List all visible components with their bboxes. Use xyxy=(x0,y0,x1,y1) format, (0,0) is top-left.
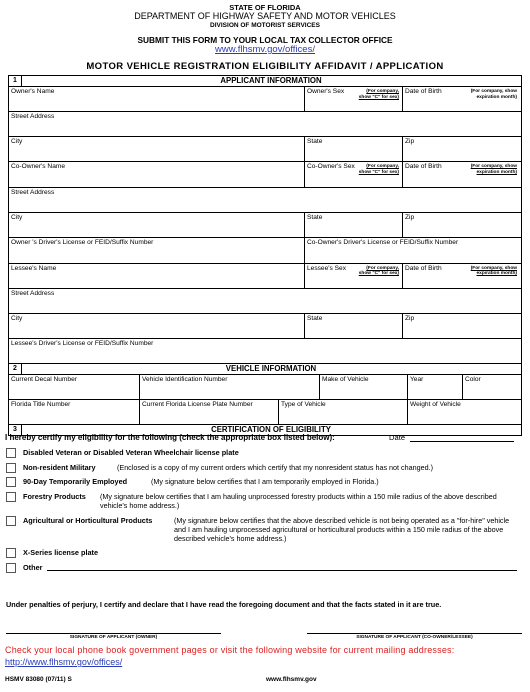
vehicle-row-2 xyxy=(9,400,521,425)
lessees-sex-field[interactable] xyxy=(304,264,402,288)
field-label: Owner's Name xyxy=(11,88,55,95)
field-label: Date of Birth xyxy=(405,163,442,170)
x-series-plate-checkbox[interactable] xyxy=(6,548,16,558)
field-label: Make of Vehicle xyxy=(322,376,369,383)
coowner-dob-field[interactable] xyxy=(402,162,521,187)
section-title: CERTIFICATION OF ELIGIBILITY xyxy=(211,425,331,434)
field-label: Color xyxy=(465,376,481,383)
mailing-address-notice: Check your local phone book government pages or visit the following website for current mailing addresses: xyxy=(5,645,455,655)
field-label: State xyxy=(307,138,323,145)
field-label: Zip xyxy=(405,138,415,145)
note-line: show "C" for sex) xyxy=(358,271,399,277)
note-line: (For company, show xyxy=(470,164,517,169)
department-heading: DEPARTMENT OF HIGHWAY SAFETY AND MOTOR VEHICLES xyxy=(134,11,396,21)
form-title: MOTOR VEHICLE REGISTRATION ELIGIBILITY AFFIDAVIT / APPLICATION xyxy=(86,61,444,72)
section-vehicle-bar xyxy=(9,364,521,375)
owner-license-field[interactable] xyxy=(9,238,304,263)
non-resident-military-checkbox[interactable] xyxy=(6,463,16,473)
owner-signature-label: SIGNATURE OF APPLICANT (OWNER) xyxy=(69,635,158,640)
note-line: (For company, xyxy=(366,265,399,271)
coowner-zip-field[interactable] xyxy=(402,213,521,238)
coowners-name-field[interactable] xyxy=(9,162,304,187)
option-description: (My signature below certifies that I am hauling unprocessed forestry products within a 150 mile radius of the above described vehicle's home address.) xyxy=(100,492,497,510)
temporarily-employed-checkbox[interactable] xyxy=(6,477,16,487)
lessee-city-row xyxy=(9,314,521,340)
current-decal-field[interactable] xyxy=(9,375,139,399)
section-title: VEHICLE INFORMATION xyxy=(225,364,317,373)
note-line: expiration month) xyxy=(476,169,517,175)
coowner-city-row xyxy=(9,213,521,239)
field-label: Date of Birth xyxy=(405,88,442,95)
date-field[interactable] xyxy=(410,441,514,442)
field-label: State xyxy=(307,314,323,322)
owners-sex-field[interactable] xyxy=(304,87,402,111)
owner-street-row xyxy=(9,112,521,137)
mailing-address-link[interactable]: http://www.flhsmv.gov/offices/ xyxy=(5,657,123,667)
note-line: expiration month) xyxy=(476,271,517,277)
option-label: X-Series license plate xyxy=(23,548,99,557)
sex-note xyxy=(359,266,399,277)
field-label: Owner 's Driver's License or FEID/Suffix Number xyxy=(11,239,154,246)
plate-number-field[interactable] xyxy=(139,400,278,424)
note-line: show "C" for sex) xyxy=(358,94,399,100)
field-label: Type of Vehicle xyxy=(281,401,326,408)
sex-note xyxy=(359,164,399,175)
coowners-sex-field[interactable] xyxy=(304,162,402,187)
section-title: APPLICANT INFORMATION xyxy=(220,76,322,85)
field-label: Co-Owner's Driver's License or FEID/Suffix Number xyxy=(307,239,459,246)
field-label: Current Decal Number xyxy=(11,376,77,383)
field-label: Vehicle Identification Number xyxy=(142,376,228,383)
field-label: Street Address xyxy=(11,113,55,120)
section-number: 2 xyxy=(9,364,22,374)
field-label: City xyxy=(11,213,23,221)
title-number-field[interactable] xyxy=(9,400,139,424)
coowner-state-field[interactable] xyxy=(304,213,402,238)
field-label: City xyxy=(11,314,23,322)
lessee-street-row xyxy=(9,289,521,314)
certification-heading: I hereby certify my eligibility for the following (check the appropriate box listed below): xyxy=(5,433,335,442)
date-label: Date xyxy=(389,433,406,442)
sex-note xyxy=(359,89,399,100)
field-label: Co-Owner's Sex xyxy=(307,163,355,170)
note-line: (For company, xyxy=(366,89,399,94)
field-label: Co-Owner's Name xyxy=(11,163,66,170)
vehicle-type-field[interactable] xyxy=(278,400,407,424)
section-number: 3 xyxy=(9,425,22,435)
other-field[interactable] xyxy=(47,570,517,571)
agricultural-products-checkbox[interactable] xyxy=(6,516,16,526)
owner-city-row xyxy=(9,137,521,162)
owner-row xyxy=(9,87,521,112)
field-label: City xyxy=(11,138,23,145)
division-heading: DIVISION OF MOTORIST SERVICES xyxy=(210,22,320,29)
field-label: Current Florida License Plate Number xyxy=(142,401,253,408)
vehicle-row-1 xyxy=(9,375,521,400)
option-description: (My signature below certifies that I am temporarily employed in Florida.) xyxy=(151,477,379,486)
state-heading: STATE OF FLORIDA xyxy=(229,3,301,12)
lessee-city-field[interactable] xyxy=(9,314,304,339)
owner-zip-field[interactable] xyxy=(402,137,521,161)
lessee-dob-field[interactable] xyxy=(402,264,521,288)
section-applicant-bar xyxy=(9,76,521,87)
offices-link[interactable]: www.flhsmv.gov/offices/ xyxy=(215,44,315,55)
field-label: Zip xyxy=(405,213,415,221)
field-label: Owner's Sex xyxy=(307,88,345,95)
owner-street-field[interactable] xyxy=(9,112,521,136)
disabled-veteran-checkbox[interactable] xyxy=(6,448,16,458)
lessee-license-field[interactable] xyxy=(9,339,521,363)
coowner-license-field[interactable] xyxy=(304,238,521,263)
field-label: Street Address xyxy=(11,289,55,297)
option-label: Agricultural or Horticultural Products xyxy=(23,516,153,525)
field-label: Date of Birth xyxy=(405,264,442,272)
option-label: Forestry Products xyxy=(23,492,86,501)
dob-note xyxy=(471,266,517,277)
owner-signature-line[interactable] xyxy=(6,633,221,634)
coowner-signature-line[interactable] xyxy=(307,633,522,634)
section-number: 1 xyxy=(9,76,22,86)
vin-field[interactable] xyxy=(139,375,319,399)
form-table xyxy=(8,75,522,436)
footer-website: www.flhsmv.gov xyxy=(266,676,317,683)
lessees-name-field[interactable] xyxy=(9,264,304,288)
coowner-street-field[interactable] xyxy=(9,188,521,212)
option-label: 90-Day Temporarily Employed xyxy=(23,477,128,486)
other-checkbox[interactable] xyxy=(6,563,16,573)
field-label: Weight of Vehicle xyxy=(410,401,461,408)
color-field[interactable] xyxy=(462,375,521,399)
owner-city-field[interactable] xyxy=(9,137,304,161)
forestry-products-checkbox[interactable] xyxy=(6,492,16,502)
weight-field[interactable] xyxy=(407,400,521,424)
year-field[interactable] xyxy=(407,375,462,399)
coowner-city-field[interactable] xyxy=(9,213,304,238)
field-label: Lessee's Driver's License or FEID/Suffix Number xyxy=(11,340,154,347)
field-label: Year xyxy=(410,376,424,383)
perjury-statement: Under penalties of perjury, I certify and declare that I have read the foregoing document and that the facts stated in it are true. xyxy=(6,600,442,609)
owner-state-field[interactable] xyxy=(304,137,402,161)
note-line: (For company, show xyxy=(470,89,517,94)
note-line: show "C" for sex) xyxy=(358,169,399,175)
owner-dob-field[interactable] xyxy=(402,87,521,111)
lessee-row xyxy=(9,264,521,289)
owners-name-field[interactable] xyxy=(9,87,304,111)
option-label: Disabled Veteran or Disabled Veteran Wheelchair license plate xyxy=(23,448,239,457)
field-label: Florida Title Number xyxy=(11,401,71,408)
submit-instruction: SUBMIT THIS FORM TO YOUR LOCAL TAX COLLECTOR OFFICE xyxy=(137,35,393,45)
field-label: Zip xyxy=(405,314,415,322)
field-label: State xyxy=(307,213,323,221)
note-line: expiration month) xyxy=(476,94,517,100)
dob-note xyxy=(471,89,517,100)
dob-note xyxy=(471,164,517,175)
lessee-license-row xyxy=(9,339,521,364)
option-description: (Enclosed is a copy of my current orders which certify that my nonresident status has not changed.) xyxy=(117,463,434,472)
option-label: Other xyxy=(23,563,43,572)
make-field[interactable] xyxy=(319,375,407,399)
field-label: Lessee's Sex xyxy=(307,264,347,272)
coowner-signature-label: SIGNATURE OF APPLICANT (CO-OWNER/LESSEE) xyxy=(356,635,473,640)
option-label: Non-resident Military xyxy=(23,463,96,472)
lessee-state-field[interactable] xyxy=(304,314,402,339)
coowner-street-row xyxy=(9,188,521,213)
note-line: (For company, show xyxy=(470,265,517,271)
license-row xyxy=(9,238,521,264)
lessee-zip-field[interactable] xyxy=(402,314,521,339)
coowner-row xyxy=(9,162,521,188)
note-line: (For company, xyxy=(366,164,399,169)
field-label: Street Address xyxy=(11,188,55,196)
option-description: (My signature below certifies that the above described vehicle is not being operated as a "for-hire" vehicle and I am hauling unprocessed agricultural or horticultural products within a 150 mile radius of the above described vehicle's home address.) xyxy=(174,516,510,543)
form-number: HSMV 83080 (07/11) S xyxy=(5,676,72,683)
lessee-street-field[interactable] xyxy=(9,289,521,313)
field-label: Lessee's Name xyxy=(11,264,57,272)
